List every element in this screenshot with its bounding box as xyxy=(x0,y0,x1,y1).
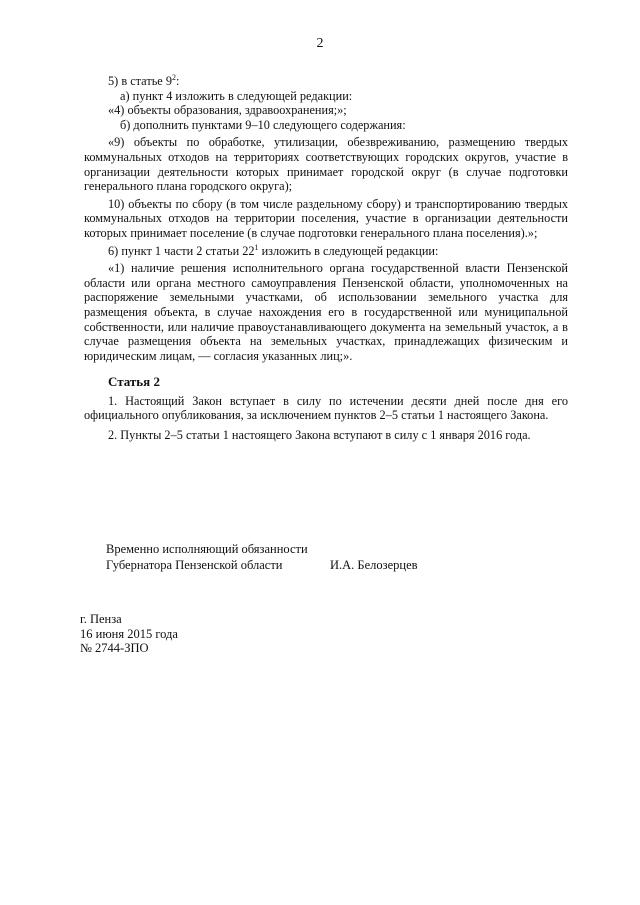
item-5-heading xyxy=(84,74,568,89)
item-6-superscript: 1 xyxy=(254,242,259,252)
point-10-text: 10) объекты по сбору (в том числе раздельному сбору) и транспортированию твердых коммунальных отходов на территории поселения, участие в организации деятельности которых принимает поселение (в случае подготовки генерального плана поселения).»; xyxy=(84,196,568,240)
item-5-suffix: : xyxy=(175,74,180,88)
article-2-para-2: 2. Пункты 2–5 статьи 1 настоящего Закона вступают в силу с 1 января 2016 года. xyxy=(108,428,531,443)
signature-title-line-1: Временно исполняющий обязанности xyxy=(106,542,308,556)
item-6-suffix: изложить в следующей редакции: xyxy=(258,243,439,258)
signature-title-line-2: Губернатора Пензенской области xyxy=(106,558,283,572)
subitem-a-line: а) пункт 4 изложить в следующей редакции: xyxy=(120,88,353,103)
article-2-heading: Статья 2 xyxy=(108,374,160,390)
signatory-name: И.А. Белозерцев xyxy=(330,558,418,572)
point-4-text: «4) объекты образования, здравоохранения;»; xyxy=(108,103,347,118)
article-2-para-1: 1. Настоящий Закон вступает в силу по истечении десяти дней после дня его официального опубликования, за исключением пунктов 2–5 статьи 1 настоящего Закона. xyxy=(84,393,568,423)
item-5-prefix: 5) в статье 9 xyxy=(108,74,172,88)
document-body xyxy=(84,74,568,443)
point-9-text: «9) объекты по обработке, утилизации, обезвреживанию, размещению твердых коммунальных отходов на территориях соответствующих городских округов, участие в организации деятельности которых принимает городской округ (в случае подготовки генерального плана городского округа); xyxy=(84,135,568,194)
item-5-superscript: 2 xyxy=(171,72,176,82)
footer-law-number: № 2744-ЗПО xyxy=(80,641,149,655)
signature-block xyxy=(106,541,418,573)
footer-date: 16 июня 2015 года xyxy=(80,626,178,641)
page-number: 2 xyxy=(316,36,324,51)
item-6-prefix: 6) пункт 1 части 2 статьи 22 xyxy=(108,243,255,258)
document-footer xyxy=(80,612,178,656)
footer-city: г. Пенза xyxy=(80,612,122,626)
subitem-b-line: б) дополнить пунктами 9–10 следующего содержания: xyxy=(120,117,406,132)
item-6-heading xyxy=(84,244,568,259)
point-1-text: «1) наличие решения исполнительного органа государственной власти Пензенской области или органа местного самоуправления Пензенской области, уполномоченных на распоряжение земельными участками, об использовании земельного участка для размещения объекта, в случае нахождения его в государственной или муниципальной собственности, или наличие правоустанавливающего документа на земельный участок, а в случае размещения объекта на земельных участках, принадлежащих физическим и юридическим лицам, — согласия указанных лиц;». xyxy=(84,261,568,363)
